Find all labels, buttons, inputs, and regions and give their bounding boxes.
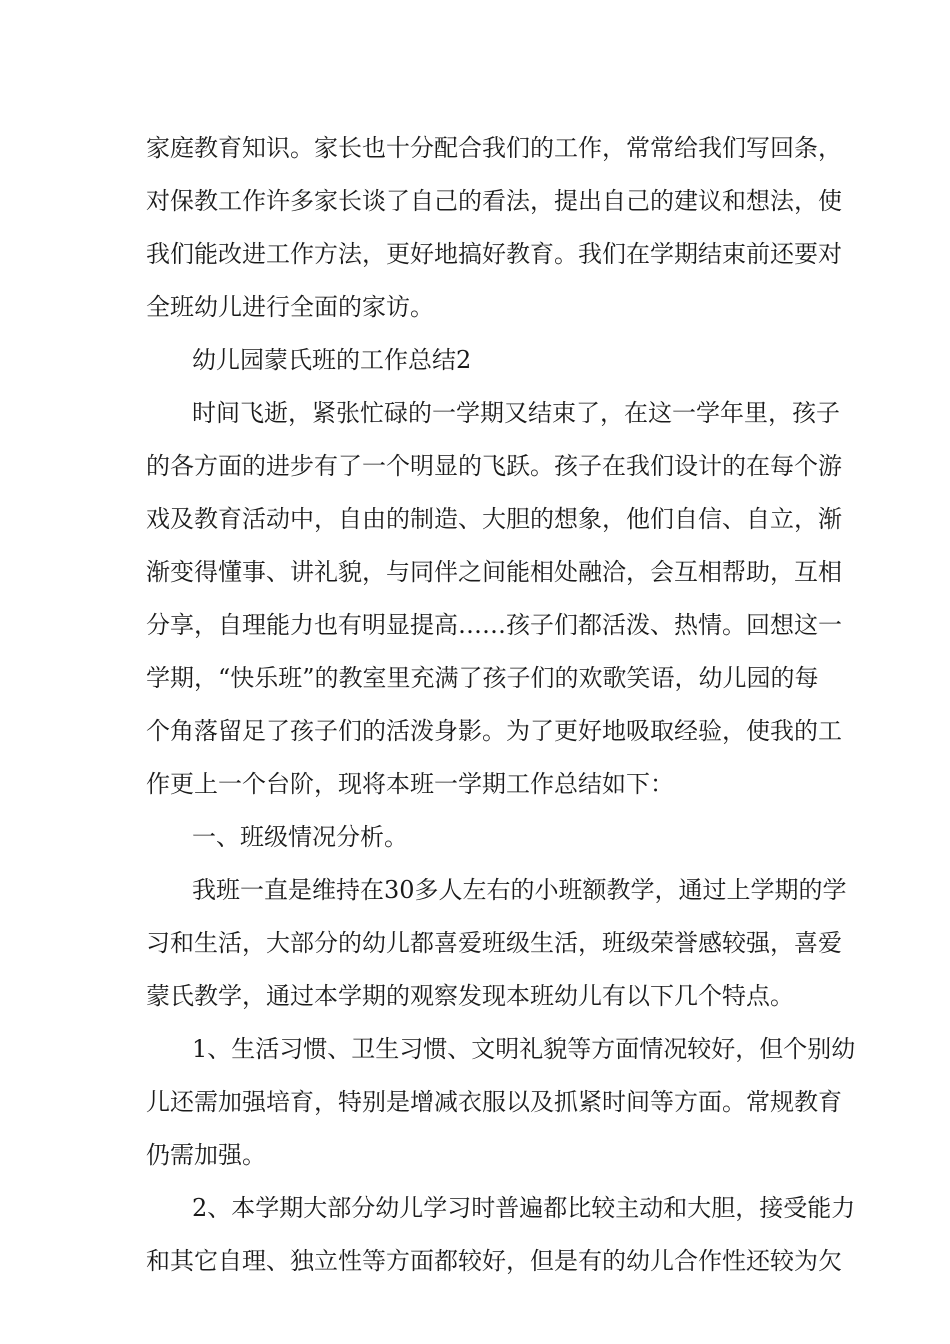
text-line: 1、生活习惯、卫生习惯、文明礼貌等方面情况较好，但个别幼 (192, 1035, 856, 1063)
text-line: 蒙氏教学，通过本学期的观察发现本班幼儿有以下几个特点。 (146, 982, 794, 1010)
text-line: 全班幼儿进行全面的家访。 (146, 293, 434, 321)
text-line: 学期，“快乐班”的教室里充满了孩子们的欢歌笑语，幼儿园的每 (146, 664, 819, 692)
text-line: 我们能改进工作方法，更好地搞好教育。我们在学期结束前还要对 (146, 240, 842, 268)
text-line: 作更上一个台阶，现将本班一学期工作总结如下： (146, 770, 674, 798)
text-line: 时间飞逝，紧张忙碌的一学期又结束了，在这一学年里，孩子 (192, 399, 840, 427)
section-heading: 一、班级情况分析。 (192, 823, 408, 851)
text-line: 戏及教育活动中，自由的制造、大胆的想象，他们自信、自立，渐 (146, 505, 842, 533)
text-line: 的各方面的进步有了一个明显的飞跃。孩子在我们设计的在每个游 (146, 452, 842, 480)
text-line: 分享，自理能力也有明显提高……孩子们都活泼、热情。回想这一 (146, 611, 842, 639)
text-line: 儿还需加强培育，特别是增减衣服以及抓紧时间等方面。常规教育 (146, 1088, 842, 1116)
text-line: 2、本学期大部分幼儿学习时普遍都比较主动和大胆，接受能力 (192, 1194, 856, 1222)
text-line: 我班一直是维持在30多人左右的小班额教学，通过上学期的学 (192, 876, 847, 904)
section-title: 幼儿园蒙氏班的工作总结2 (192, 346, 472, 374)
text-line: 家庭教育知识。家长也十分配合我们的工作，常常给我们写回条， (146, 134, 842, 162)
text-line: 习和生活，大部分的幼儿都喜爱班级生活，班级荣誉感较强，喜爱 (146, 929, 842, 957)
text-line: 个角落留足了孩子们的活泼身影。为了更好地吸取经验，使我的工 (146, 717, 842, 745)
text-line: 和其它自理、独立性等方面都较好，但是有的幼儿合作性还较为欠 (146, 1247, 842, 1275)
text-line: 对保教工作许多家长谈了自己的看法，提出自己的建议和想法，使 (146, 187, 842, 215)
text-line: 仍需加强。 (146, 1141, 266, 1169)
text-line: 渐变得懂事、讲礼貌，与同伴之间能相处融洽，会互相帮助，互相 (146, 558, 842, 586)
